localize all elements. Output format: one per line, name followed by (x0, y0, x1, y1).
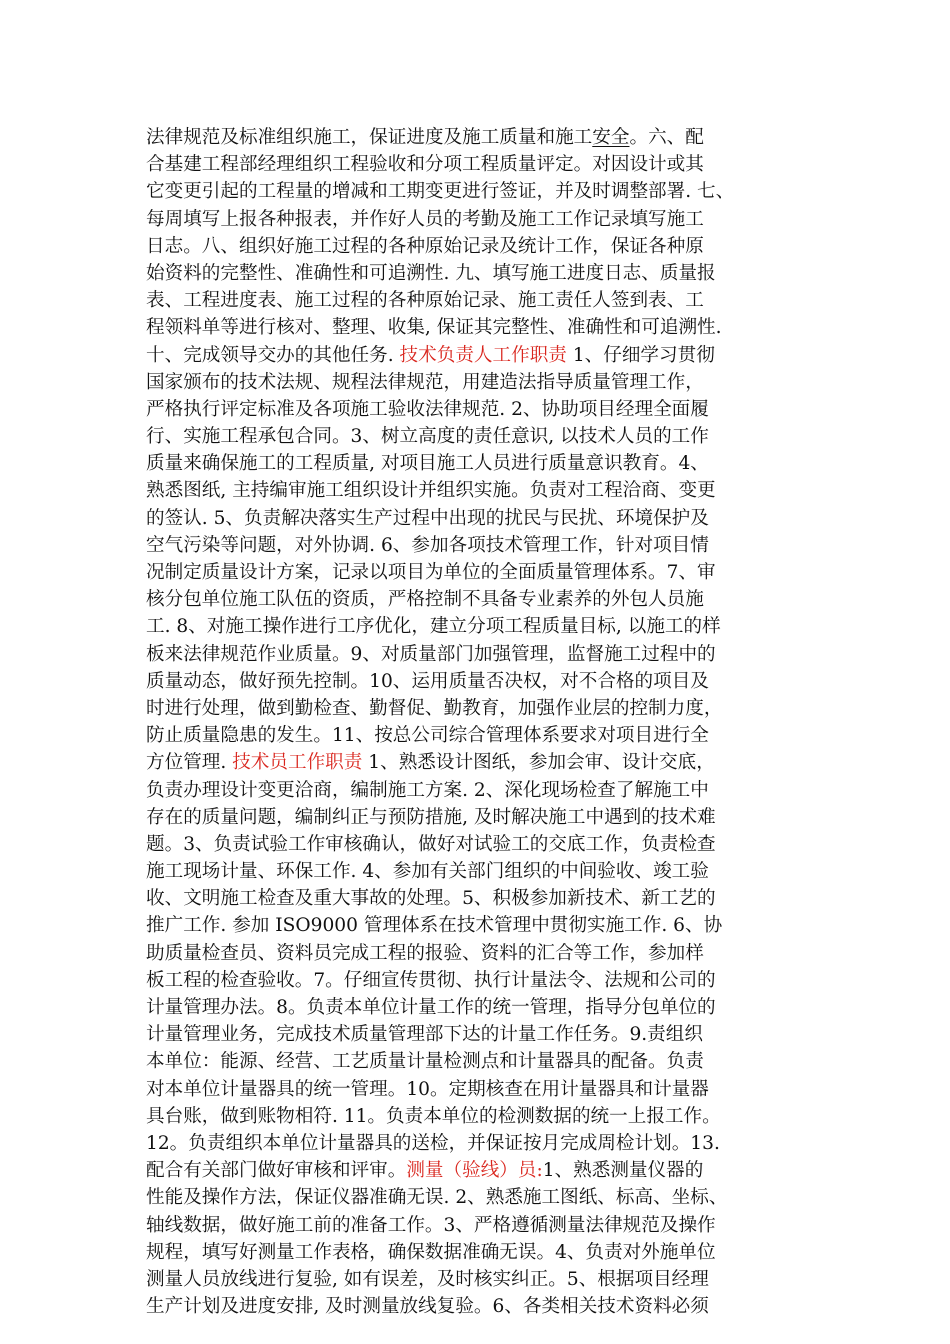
text-line (146, 1021, 810, 1048)
text-run: 行、实施工程承包合同。3、树立高度的责任意识, 以技术人员的工作 (146, 426, 709, 448)
text-line (146, 885, 810, 912)
text-line (146, 749, 810, 776)
section-heading: 技术负责人工作职责 (399, 344, 567, 366)
text-run: 法律规范及标准组织施工，保证进度及施工质量和施工 (146, 127, 593, 148)
text-line (146, 287, 810, 314)
text-run: 轴线数据，做好施工前的准备工作。3、严格遵循测量法律规范及操作 (146, 1214, 716, 1236)
text-run: 熟悉图纸, 主持编审施工组织设计并组织实施。负责对工程洽商、变更 (146, 480, 716, 502)
text-line (146, 233, 810, 260)
text-run: 空气污染等问题，对外协调. 6、参加各项技术管理工作，针对项目情 (146, 534, 709, 556)
text-line (146, 858, 810, 885)
text-line (146, 940, 810, 967)
text-line (146, 477, 810, 504)
text-run: 质量动态，做好预先控制。10、运用质量否决权，对不合格的项目及 (146, 670, 709, 692)
text-run: 1、熟悉设计图纸，参加会审、设计交底， (362, 752, 715, 774)
text-run: 十、完成领导交办的其他任务. (146, 344, 400, 366)
text-run: 助质量检查员、资料员完成工程的报验、资料的汇合等工作，参加样 (146, 942, 704, 964)
text-run: 况制定质量设计方案，记录以项目为单位的全面质量管理体系。7、审 (146, 562, 716, 583)
text-run: 日志。八、组织好施工过程的各种原始记录及统计工作，保证各种原 (146, 235, 704, 257)
text-run: 质量来确保施工的工程质量, 对项目施工人员进行质量意识教育。4、 (146, 453, 709, 475)
text-line (146, 1212, 810, 1239)
text-run: 收、文明施工检查及重大事故的处理。5、积极参加新技术、新工艺的 (146, 888, 716, 910)
body-text (146, 124, 810, 1320)
text-line (146, 342, 810, 369)
text-run: 对本单位计量器具的统一管理。10。定期核查在用计量器具和计量器 (146, 1078, 709, 1100)
text-line (146, 1293, 810, 1320)
text-line (146, 505, 810, 532)
text-run: 1、仔细学习贯彻 (566, 344, 715, 366)
text-line (146, 559, 810, 586)
text-line (146, 994, 810, 1021)
text-run: 负责办理设计变更洽商，编制施工方案. 2、深化现场检查了解施工中 (146, 779, 709, 801)
text-run: 生产计划及进度安排, 及时测量放线复验。6、各类相关技术资料必须 (146, 1296, 709, 1318)
text-run: 12。负责组织本单位计量器具的送检，并保证按月完成周检计划。13. (146, 1132, 720, 1154)
text-line (146, 695, 810, 722)
text-line (146, 314, 810, 341)
text-line (146, 206, 810, 233)
text-line (146, 369, 810, 396)
text-line (146, 668, 810, 695)
text-run: 题。3、负责试验工作审核确认，做好对试验工的交底工作，负责检查 (146, 833, 716, 855)
text-line (146, 586, 810, 613)
text-line (146, 1184, 810, 1211)
text-line (146, 613, 810, 640)
text-line (146, 967, 810, 994)
text-run: 规程，填写好测量工作表格，确保数据准确无误。4、负责对外施单位 (146, 1241, 716, 1263)
text-run: 它变更引起的工程量的增减和工期变更进行签证，并及时调整部署. 七、 (146, 181, 735, 203)
text-run: 本单位：能源、经营、工艺质量计量检测点和计量器具的配备。负责 (146, 1051, 704, 1073)
text-run: 测量人员放线进行复验, 如有误差，及时核实纠正。5、根据项目经理 (146, 1268, 709, 1290)
text-line (146, 260, 810, 287)
text-line (146, 831, 810, 858)
text-line (146, 777, 810, 804)
text-run: 配合有关部门做好审核和评审。 (146, 1160, 407, 1182)
text-run: 核分包单位施工队伍的资质，严格控制不具备专业素养的外包人员施 (146, 589, 704, 611)
text-line (146, 1130, 810, 1157)
text-line (146, 912, 810, 939)
text-run: 方位管理. (146, 752, 233, 774)
text-line (146, 423, 810, 450)
text-run: 1、熟悉测量仪器的 (542, 1160, 704, 1182)
text-line (146, 1103, 810, 1130)
text-line (146, 124, 810, 151)
text-line (146, 450, 810, 477)
text-line (146, 722, 810, 749)
text-run: 具台账，做到账物相符. 11。负责本单位的检测数据的统一上报工作。 (146, 1105, 721, 1127)
text-run: 板工程的检查验收。7。仔细宣传贯彻、执行计量法令、法规和公司的 (146, 969, 716, 991)
text-run: 防止质量隐患的发生。11、按总公司综合管理体系要求对项目进行全 (146, 725, 709, 747)
text-run: 计量管理办法。8。负责本单位计量工作的统一管理，指导分包单位的 (146, 997, 716, 1018)
text-run: 施工现场计量、环保工作. 4、参加有关部门组织的中间验收、竣工验 (146, 861, 709, 883)
text-run: 推广工作. 参加 ISO9000 管理体系在技术管理中贯彻实施工作. 6、协 (146, 915, 723, 937)
section-heading: 测量（验线）员: (406, 1160, 543, 1182)
text-run: 存在的质量问题，编制纠正与预防措施, 及时解决施工中遇到的技术难 (146, 806, 716, 828)
text-run: 。六、配 (629, 127, 704, 148)
text-run: 时进行处理，做到勤检查、勤督促、勤教育，加强作业层的控制力度， (146, 697, 723, 719)
text-line (146, 178, 810, 205)
text-line (146, 1157, 810, 1184)
text-line (146, 1048, 810, 1075)
text-run: 始资料的完整性、准确性和可追溯性. 九、填写施工进度日志、质量报 (146, 262, 716, 284)
text-line (146, 641, 810, 668)
text-line (146, 1076, 810, 1103)
text-run: 合基建工程部经理组织工程验收和分项工程质量评定。对因设计或其 (146, 154, 704, 176)
text-run: 工. 8、对施工操作进行工序优化，建立分项工程质量目标, 以施工的样 (146, 616, 721, 638)
text-run: 每周填写上报各种报表，并作好人员的考勤及施工工作记录填写施工 (146, 208, 704, 230)
text-run: 性能及操作方法，保证仪器准确无误. 2、熟悉施工图纸、标高、坐标、 (146, 1187, 728, 1209)
section-heading: 技术员工作职责 (232, 752, 363, 774)
text-run: 程领料单等进行核对、整理、收集, 保证其完整性、准确性和可追溯性. (146, 317, 722, 339)
text-run: 严格执行评定标准及各项施工验收法律规范. 2、协助项目经理全面履 (146, 398, 709, 420)
text-line (146, 151, 810, 178)
text-line (146, 396, 810, 423)
text-line (146, 1239, 810, 1266)
text-line (146, 1266, 810, 1293)
text-line (146, 532, 810, 559)
text-run: 板来法律规范作业质量。9、对质量部门加强管理，监督施工过程中的 (146, 643, 716, 665)
text-line (146, 804, 810, 831)
text-run: 国家颁布的技术法规、规程法律规范，用建造法指导质量管理工作， (146, 371, 704, 393)
text-run: 的签认. 5、负责解决落实生产过程中出现的扰民与民扰、环境保护及 (146, 507, 709, 529)
text-run: 计量管理业务，完成技术质量管理部下达的计量工作任务。9.责组织 (146, 1024, 703, 1046)
text-run: 表、工程进度表、施工过程的各种原始记录、施工责任人签到表、工 (146, 290, 704, 312)
underlined-text: 安全 (592, 127, 630, 148)
